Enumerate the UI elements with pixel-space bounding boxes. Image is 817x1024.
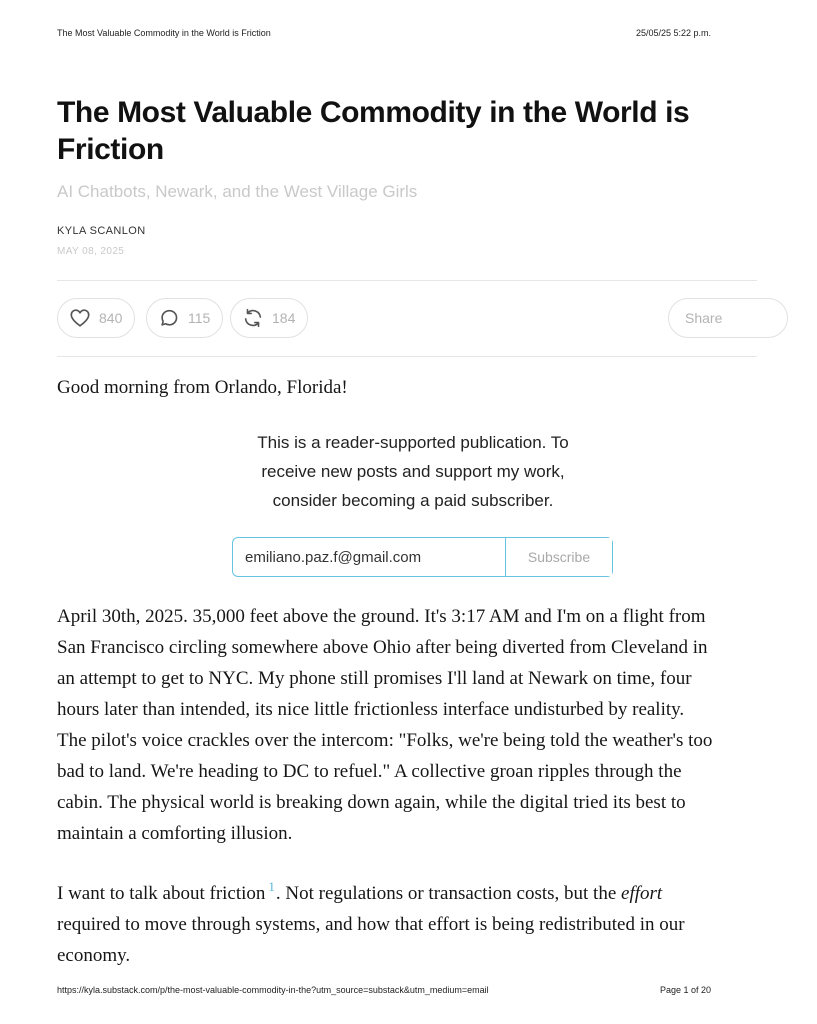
subscription-promo [229,428,597,515]
print-footer-page-number: Page 1 of 20 [659,985,711,995]
paragraph-line: maintain a comforting illusion. [57,823,293,844]
paragraph-line [57,871,817,909]
paragraph-line: required to move through systems, and how that effort is being redistributed in our [57,914,685,935]
author-name[interactable]: KYLA SCANLON [57,225,146,237]
print-header-timestamp: 25/05/25 5:22 p.m. [635,28,711,38]
post-title-line-2: Friction [57,133,164,166]
post-subtitle: AI Chatbots, Newark, and the West Village Girls [57,182,418,201]
divider-top [57,280,757,281]
promo-line: receive new posts and support my work, [261,462,565,481]
paragraph-line: economy. [57,945,131,966]
footnote-link[interactable]: 1 [268,879,275,894]
paragraph-line: The pilot's voice crackles over the intercom: "Folks, we're being told the weather's too [57,730,713,751]
share-button[interactable] [668,298,788,338]
print-footer [57,985,711,995]
subscribe-form [232,537,613,577]
like-count: 840 [99,310,123,326]
paragraph-line: hours later than intended, its nice little frictionless interface undisturbed by reality. [57,699,685,720]
like-button[interactable] [57,298,135,338]
email-input[interactable] [233,538,505,576]
article-page [57,0,723,1024]
post-title-line-1: The Most Valuable Commodity in the World is [57,96,690,129]
restack-count: 184 [272,310,296,326]
paragraph-text: I want to talk about friction [57,883,266,904]
restack-icon [242,307,264,329]
post-title [57,94,817,168]
comment-button[interactable] [146,298,223,338]
paragraph-text: . Not regulations or transaction costs, but the [275,883,617,904]
paragraph-line: an attempt to get to NYC. My phone still promises I'll land at Newark on time, four [57,668,692,689]
article-paragraph-2 [57,871,817,971]
promo-line: This is a reader-supported publication. To [257,433,569,452]
comment-count: 115 [188,310,211,326]
divider-bottom [57,356,757,357]
paragraph-line: cabin. The physical world is breaking down again, while the digital tried its best to [57,792,686,813]
print-footer-url: https://kyla.substack.com/p/the-most-valuable-commodity-in-the?utm_source=substack&utm_medium=email [57,985,489,995]
paragraph-line: San Francisco circling somewhere above Ohio after being diverted from Cleveland in [57,637,708,658]
subscribe-button[interactable]: Subscribe [505,538,612,576]
share-label: Share [685,310,723,326]
paragraph-line: April 30th, 2025. 35,000 feet above the ground. It's 3:17 AM and I'm on a flight from [57,606,706,627]
promo-line: consider becoming a paid subscriber. [272,491,554,510]
comment-icon [158,307,180,329]
restack-button[interactable] [230,298,308,338]
heart-icon [69,307,91,329]
paragraph-line: bad to land. We're heading to DC to refuel." A collective groan ripples through the [57,761,682,782]
print-header-title: The Most Valuable Commodity in the World is Friction [57,28,271,38]
greeting-text: Good morning from Orlando, Florida! [57,377,348,398]
post-date: MAY 08, 2025 [57,246,125,257]
emphasis-text: effort [621,883,663,904]
article-paragraph-1 [57,601,817,849]
